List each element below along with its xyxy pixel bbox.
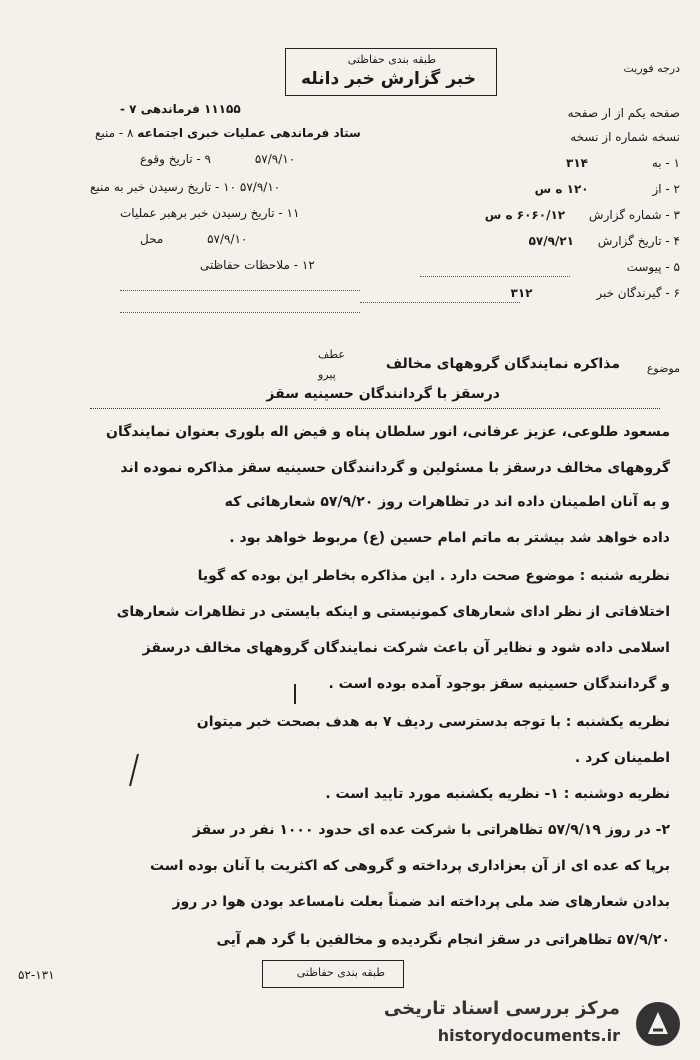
- field-source: [95, 126, 361, 140]
- body-line: داده خواهد شد بیشتر به ماتم امام حسین (ع) مربوط خواهد بود .: [229, 530, 670, 546]
- field-label: ۸ - منبع: [95, 126, 134, 140]
- dotted-line: [360, 302, 520, 303]
- body-line: مسعود طلوعی، عزیز عرفانی، انور سلطان پناه و فیض اله بلوری بعنوان نمایندگان: [106, 424, 670, 440]
- field-recipient: [566, 156, 680, 170]
- field-report-number: [485, 208, 680, 222]
- classification-label-top: طبقه بندی حفاظتی: [347, 53, 436, 66]
- body-line: بدادن شعارهای ضد ملی پرداخته اند ضمناً بعلت نامساعد بودن هوا در روز: [172, 894, 670, 910]
- field-value: ۵۷/۹/۱۰: [254, 152, 296, 166]
- field-label: ۳ - شماره گزارش: [588, 208, 680, 222]
- classification-stamp-bottom: [262, 960, 404, 988]
- watermark-title: مرکز بررسی اسناد تاریخی: [383, 998, 620, 1019]
- body-line: اطمینان کرد .: [574, 750, 670, 766]
- form-number: ۵۲-۱۳۱: [18, 968, 55, 982]
- page-number-label: صفحه یکم از ار صفحه: [567, 106, 680, 120]
- field-label: ۱۱ - تاریخ رسیدن خبر برهبر عملیات: [120, 206, 300, 220]
- subject-line-2: درسقز با گردانندگان حسینیه سقز: [266, 386, 500, 402]
- field-sender: [535, 182, 680, 196]
- field-label: ۱ - به: [651, 156, 680, 170]
- body-line: ۵۷/۹/۲۰ تظاهراتی در سقز انجام نگردیده و مخالفین با گرد هم آیی: [216, 932, 670, 948]
- field-label: محل: [140, 232, 164, 246]
- field-label: ۶ - گیرندگان خبر: [596, 286, 680, 300]
- field-value: ۱۱۱۵۵ فرماندهی: [140, 102, 241, 116]
- reference-label: عطف: [318, 348, 345, 361]
- field-label: ۹ - تاریخ وقوع: [140, 152, 211, 166]
- archive-logo-icon: [634, 1000, 682, 1048]
- field-report-date: [529, 234, 680, 248]
- classification-stamp-top: [285, 48, 497, 96]
- body-line: گروههای مخالف درسقز با مسئولین و گردانندگان حسینیه سقز مذاکره نموده اند: [120, 460, 670, 476]
- field-value: ۳۱۲: [510, 286, 533, 300]
- field-event-date: [140, 152, 295, 166]
- field-label: ۱۰ - تاریخ رسیدن خبر به منبع: [90, 180, 237, 194]
- body-line: اسلامی داده شود و نظایر آن باعث شرکت نمایندگان گروههای مخالف درسقز: [142, 640, 670, 656]
- watermark: [0, 990, 700, 1060]
- dotted-line: [120, 312, 360, 313]
- field-label: ۷ -: [120, 102, 137, 116]
- field-value: ۱۲۰ ه س: [534, 182, 589, 196]
- field-label: ۲ - از: [652, 182, 680, 196]
- body-line: نظریه دوشنبه : ۱- نظریه یکشنبه مورد تایید است .: [325, 786, 670, 802]
- body-line: ۲- در روز ۵۷/۹/۱۹ تظاهراتی با شرکت عده ای حدود ۱۰۰۰ نفر در سقز: [192, 822, 670, 838]
- body-line: نظریه یکشنبه : با توجه بدسترسی ردیف ۷ به هدف بصحت خبر میتوان: [196, 714, 670, 730]
- handwritten-mark: [120, 750, 150, 790]
- field-value: ۵۷/۹/۲۱: [528, 234, 574, 248]
- dotted-line: [420, 276, 570, 277]
- body-line: اختلافاتی از نظر ادای شعارهای کمونیستی و اینکه بایستی در تظاهرات شعارهای: [116, 604, 670, 620]
- field-security-notes: [200, 258, 315, 272]
- field-value: ۵۷/۹/۱۰: [207, 232, 248, 246]
- handwritten-mark: [285, 680, 305, 710]
- field-value: ۵۷/۹/۱۰: [239, 180, 281, 194]
- field-recipients: [511, 286, 680, 300]
- field-ops-date: [120, 206, 299, 220]
- body-line: و گردانندگان حسینیه سقز بوجود آمده بوده است .: [328, 676, 670, 692]
- field-label: ۱۲ - ملاحظات حفاظتی: [200, 258, 315, 272]
- body-line: برپا که عده ای از آن بعزاداری پرداخته و گروهی که اکثریت با آنان بوده است: [149, 858, 670, 874]
- body-line: نظریه شنبه : موضوع صحت دارد . این مذاکره بخاطر این بوده که گویا: [197, 568, 670, 584]
- field-source-date: [90, 180, 280, 194]
- field-7: [120, 102, 241, 116]
- field-value: ۶۰۶۰/۱۲ ه س: [484, 208, 566, 222]
- report-title: خبر گزارش خبر دانله: [300, 69, 476, 89]
- classification-label-bottom: طبقه بندی حفاظتی: [296, 966, 385, 979]
- field-value: ستاد فرماندهی عملیات خبری اجتماعه: [137, 126, 361, 140]
- field-attachment: [627, 260, 680, 274]
- field-location: [140, 232, 247, 246]
- field-label: ۵ - پیوست: [626, 260, 680, 274]
- subject-separator: [90, 408, 660, 409]
- field-value: ۳۱۴: [566, 156, 588, 170]
- body-line: و به آنان اطمینان داده اند در تظاهرات روز ۵۷/۹/۲۰ شعارهائی که: [224, 494, 670, 510]
- copy-number-label: نسخه شماره از نسخه: [570, 130, 680, 144]
- dotted-line: [120, 290, 360, 291]
- subject-line-1: مذاکره نمایندگان گروههای مخالف: [385, 356, 620, 372]
- field-label: ۴ - تاریخ گزارش: [597, 234, 680, 248]
- subject-label: موضوع: [646, 362, 680, 375]
- followup-label: پیرو: [318, 368, 336, 381]
- watermark-url: historydocuments.ir: [437, 1026, 620, 1045]
- urgency-label: درجه فوریت: [623, 62, 680, 75]
